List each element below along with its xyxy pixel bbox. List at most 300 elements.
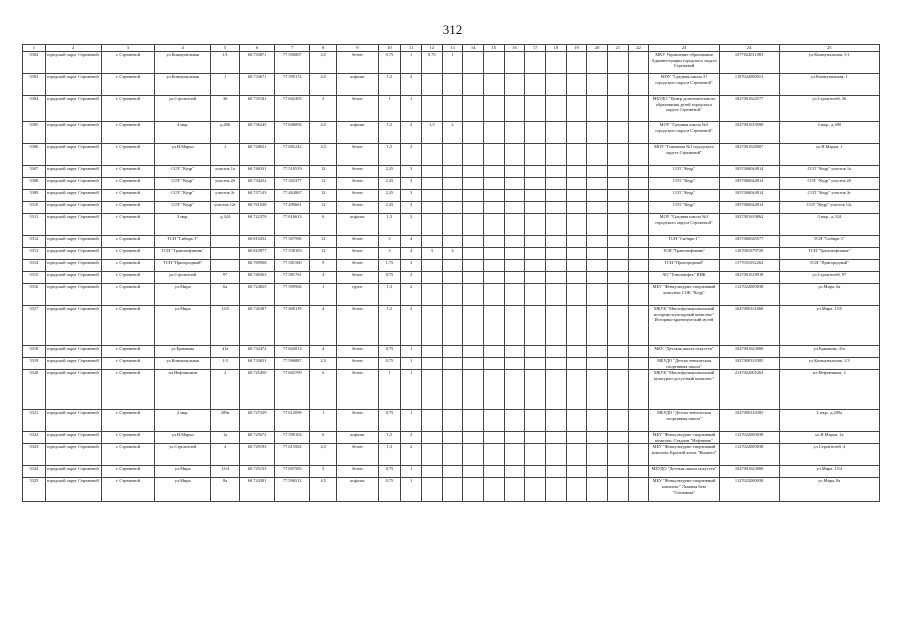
table-cell: ул.Строителей, 4: [779, 444, 879, 466]
table-cell: 1: [442, 52, 463, 74]
table-cell: [587, 190, 608, 202]
table-cell: бетон: [337, 144, 378, 166]
table-cell: ул.Строителей: [155, 272, 211, 284]
table-cell: [566, 96, 587, 122]
table-cell: 1,5: [378, 284, 401, 306]
table-cell: [566, 410, 587, 432]
table-cell: [463, 306, 484, 346]
table-cell: ТСН "Пригородный": [779, 260, 879, 272]
table-cell: [483, 432, 504, 444]
table-cell: 77.510519: [275, 166, 310, 178]
table-cell: городской округ Стрежевой: [45, 284, 101, 306]
table-cell: 77.616613: [275, 214, 310, 236]
table-cell: [587, 370, 608, 410]
table-cell: 4: [442, 248, 463, 260]
table-cell: [442, 178, 463, 190]
table-cell: 1027001619862: [719, 214, 779, 236]
table-cell: [545, 178, 566, 190]
table-cell: [442, 96, 463, 122]
table-cell: [628, 432, 649, 444]
table-cell: [545, 248, 566, 260]
table-row: [23, 478, 880, 502]
table-cell: 1027001620007: [719, 144, 779, 166]
table-cell: 1,5: [421, 122, 442, 144]
table-row: [23, 284, 880, 306]
table-cell: [525, 410, 546, 432]
table-cell: [628, 370, 649, 410]
table-cell: 77.602495: [275, 96, 310, 122]
table-cell: 2,25: [378, 178, 401, 190]
table-cell: ул.Мира, 6а: [779, 284, 879, 306]
table-cell: 1: [211, 74, 240, 96]
table-cell: 5310: [23, 202, 46, 214]
table-cell: 60.725450: [240, 370, 275, 410]
table-cell: 77.581761: [275, 272, 310, 284]
table-cell: 1,5: [378, 306, 401, 346]
table-cell: 2,25: [378, 166, 401, 178]
table-cell: [463, 96, 484, 122]
table-cell: [442, 444, 463, 466]
table-cell: асфальт: [337, 122, 378, 144]
table-cell: [608, 358, 629, 370]
table-cell: [525, 52, 546, 74]
table-cell: [442, 432, 463, 444]
table-cell: бетон: [337, 346, 378, 358]
table-cell: [421, 478, 442, 502]
table-cell: 77.602709: [275, 370, 310, 410]
table-cell: [628, 178, 649, 190]
table-cell: 1,5: [378, 74, 401, 96]
table-cell: городской округ Стрежевой: [45, 52, 101, 74]
table-cell: 5: [310, 466, 337, 478]
table-cell: 60.722379: [240, 214, 275, 236]
table-cell: 1,5: [378, 122, 401, 144]
table-cell: [566, 444, 587, 466]
table-cell: [628, 466, 649, 478]
table-cell: [545, 370, 566, 410]
table-cell: 60.733871: [240, 52, 275, 74]
table-cell: 3: [310, 96, 337, 122]
table-cell: [545, 74, 566, 96]
table-cell: 3: [401, 190, 422, 202]
table-cell: СОТ "Кедр" участок 12г: [779, 202, 879, 214]
table-row: [23, 236, 880, 248]
table-cell: 8а: [211, 478, 240, 502]
table-cell: городской округ Стрежевой: [45, 96, 101, 122]
table-cell: [545, 144, 566, 166]
table-cell: [628, 190, 649, 202]
table-cell: 60.724825: [240, 284, 275, 306]
table-cell: 5313: [23, 248, 46, 260]
table-row: [23, 444, 880, 466]
table-cell: [483, 284, 504, 306]
table-cell: г. Стрежевой: [101, 444, 155, 466]
table-row: [23, 202, 880, 214]
table-cell: бетон: [337, 272, 378, 284]
table-row: [23, 74, 880, 96]
table-cell: [442, 190, 463, 202]
table-cell: [628, 346, 649, 358]
table-cell: [608, 178, 629, 190]
table-cell: [442, 272, 463, 284]
table-cell: 2 мкр.: [155, 410, 211, 432]
table-cell: [608, 202, 629, 214]
table-cell: [463, 178, 484, 190]
table-row: [23, 432, 880, 444]
table-cell: [504, 272, 525, 284]
table-cell: СОТ "Кедр" участок 2б: [779, 178, 879, 190]
table-cell: г. Стрежевой: [101, 260, 155, 272]
table-cell: [483, 236, 504, 248]
table-cell: [566, 346, 587, 358]
table-cell: 1: [310, 410, 337, 432]
table-cell: [421, 284, 442, 306]
table-cell: [463, 272, 484, 284]
table-cell: МБУ "Физкультурно-спортивный комплекс" Лыжная база "Снежинка": [649, 478, 719, 502]
table-cell: г. Стрежевой: [101, 52, 155, 74]
table-cell: [608, 478, 629, 502]
table-cell: [628, 358, 649, 370]
table-cell: [525, 178, 546, 190]
table-cell: 1: [401, 466, 422, 478]
table-cell: [628, 236, 649, 248]
table-cell: 60.761038: [240, 202, 275, 214]
column-header: 16: [504, 45, 525, 52]
table-cell: 0,75: [378, 346, 401, 358]
table-cell: 5312: [23, 236, 46, 248]
table-cell: ул.Мира, 8а: [779, 478, 879, 502]
table-cell: [566, 272, 587, 284]
table-cell: [545, 122, 566, 144]
table-cell: [483, 444, 504, 466]
table-cell: 4,5: [310, 52, 337, 74]
table-cell: асфальт: [337, 214, 378, 236]
table-cell: 4 мкр., д.490: [779, 122, 879, 144]
table-cell: 2: [401, 122, 422, 144]
table-cell: 4: [310, 272, 337, 284]
table-cell: г. Стрежевой: [101, 178, 155, 190]
table-cell: ул.Ермакова: [155, 346, 211, 358]
table-cell: участок 3г: [211, 190, 240, 202]
table-cell: [628, 122, 649, 144]
table-cell: [463, 214, 484, 236]
table-cell: МКУ Управление образования Администрации городского округа Стрежевой: [649, 52, 719, 74]
table-cell: 6: [310, 214, 337, 236]
table-cell: [608, 248, 629, 260]
table-cell: МБУ "Детская школа искусств": [649, 346, 719, 358]
table-cell: [483, 202, 504, 214]
table-cell: [587, 272, 608, 284]
table-cell: [504, 432, 525, 444]
table-cell: д.490: [211, 122, 240, 144]
table-row: [23, 248, 880, 260]
table-cell: 1027001623000: [719, 466, 779, 478]
table-cell: 2 мкр., д.209а: [779, 410, 879, 432]
table-cell: [463, 432, 484, 444]
table-cell: [442, 478, 463, 502]
table-cell: [628, 260, 649, 272]
table-cell: [421, 74, 442, 96]
table-cell: [463, 74, 484, 96]
table-cell: [608, 284, 629, 306]
column-header: 3: [101, 45, 155, 52]
table-cell: [566, 214, 587, 236]
table-cell: [504, 444, 525, 466]
table-cell: [463, 444, 484, 466]
table-cell: [545, 236, 566, 248]
table-cell: 5307: [23, 166, 46, 178]
table-cell: [628, 166, 649, 178]
table-cell: 3: [401, 260, 422, 272]
table-cell: 1077022011083: [719, 52, 779, 74]
table-cell: [545, 284, 566, 306]
table-cell: ул.Мира: [155, 284, 211, 306]
table-cell: [442, 202, 463, 214]
table-cell: [483, 74, 504, 96]
table-cell: МБУДО "Детско-юношеская спортивная школа": [649, 410, 719, 432]
table-cell: [504, 74, 525, 96]
table-cell: 3: [401, 178, 422, 190]
table-cell: [442, 306, 463, 346]
table-row: [23, 52, 880, 74]
table-cell: ул.Коммунальная, 1: [779, 74, 879, 96]
table-cell: г. Стрежевой: [101, 346, 155, 358]
table-cell: 6: [310, 432, 337, 444]
table-cell: городской округ Стрежевой: [45, 122, 101, 144]
table-cell: [463, 466, 484, 478]
table-cell: [483, 52, 504, 74]
table-cell: 1: [401, 478, 422, 502]
table-cell: [587, 478, 608, 502]
table-cell: городской округ Стрежевой: [45, 74, 101, 96]
table-cell: [525, 306, 546, 346]
table-cell: 60.746563: [240, 272, 275, 284]
table-cell: МБУДО "Центр дополнительного образования детей городского округа Стрежевой": [649, 96, 719, 122]
table-cell: 2: [401, 74, 422, 96]
table-cell: СОТ "Кедр": [155, 202, 211, 214]
table-cell: [421, 306, 442, 346]
column-header: 6: [240, 45, 275, 52]
table-cell: [628, 248, 649, 260]
table-cell: бетон: [337, 190, 378, 202]
table-cell: г. Стрежевой: [101, 370, 155, 410]
table-cell: [421, 202, 442, 214]
table-cell: бетон: [337, 306, 378, 346]
table-cell: [463, 190, 484, 202]
table-cell: [483, 260, 504, 272]
table-cell: [608, 52, 629, 74]
table-cell: г. Стрежевой: [101, 96, 155, 122]
table-cell: 4: [310, 346, 337, 358]
table-cell: [566, 144, 587, 166]
table-cell: [504, 52, 525, 74]
table-cell: [628, 74, 649, 96]
table-cell: [566, 370, 587, 410]
table-cell: городской округ Стрежевой: [45, 272, 101, 284]
table-cell: 5315: [23, 272, 46, 284]
table-cell: участок 2б: [211, 178, 240, 190]
table-cell: [566, 478, 587, 502]
column-header: 17: [525, 45, 546, 52]
table-cell: [628, 202, 649, 214]
table-cell: 13/4: [211, 466, 240, 478]
table-cell: СОТ "Кедр": [649, 166, 719, 178]
table-cell: [442, 74, 463, 96]
table-cell: 77.607583: [275, 466, 310, 478]
table-cell: городской округ Стрежевой: [45, 178, 101, 190]
table-cell: 1107022000013: [719, 74, 779, 96]
table-cell: МБУ "Физкультурно-спортивный комплекс Стадион "Нефтяник": [649, 432, 719, 444]
table-cell: [525, 358, 546, 370]
table-cell: [545, 52, 566, 74]
table-cell: [442, 410, 463, 432]
table-cell: городской округ Стрежевой: [45, 214, 101, 236]
table-cell: [463, 478, 484, 502]
table-cell: [504, 144, 525, 166]
table-cell: асфальт: [337, 432, 378, 444]
table-row: [23, 466, 880, 478]
table-cell: [504, 214, 525, 236]
table-cell: [566, 358, 587, 370]
table-cell: [566, 432, 587, 444]
table-cell: 77.612099: [275, 410, 310, 432]
table-cell: бетон: [337, 202, 378, 214]
table-cell: [504, 178, 525, 190]
table-row: [23, 358, 880, 370]
table-cell: ул.Коммунальная: [155, 358, 211, 370]
table-cell: ул.Строителей, 97: [779, 272, 879, 284]
table-cell: [628, 284, 649, 306]
table-cell: 12: [310, 248, 337, 260]
table-cell: 5316: [23, 284, 46, 306]
table-cell: ТСН "Сибирь-1": [779, 236, 879, 248]
table-cell: [483, 346, 504, 358]
table-cell: 60.725672: [240, 432, 275, 444]
table-cell: 5325: [23, 478, 46, 502]
table-cell: [483, 122, 504, 144]
table-cell: ТСН "Пригородный": [155, 260, 211, 272]
table-cell: [442, 236, 463, 248]
table-cell: [463, 346, 484, 358]
table-cell: 5321: [23, 410, 46, 432]
table-cell: 2: [401, 306, 422, 346]
table-cell: 1027000310385: [719, 358, 779, 370]
table-cell: городской округ Стрежевой: [45, 346, 101, 358]
table-cell: 1: [378, 370, 401, 410]
table-cell: 77.601242: [275, 144, 310, 166]
table-cell: 5320: [23, 370, 46, 410]
table-cell: д.324: [211, 214, 240, 236]
table-cell: [545, 432, 566, 444]
table-cell: 77.499601: [275, 202, 310, 214]
table-row: [23, 166, 880, 178]
table-cell: г. Стрежевой: [101, 144, 155, 166]
table-cell: 2: [401, 284, 422, 306]
table-cell: городской округ Стрежевой: [45, 144, 101, 166]
table-cell: г. Стрежевой: [101, 236, 155, 248]
table-cell: 2: [442, 122, 463, 144]
table-cell: 2,25: [378, 190, 401, 202]
table-cell: 60.810252: [240, 236, 275, 248]
table-cell: [504, 166, 525, 178]
table-cell: 4,5: [310, 444, 337, 466]
table-cell: [628, 96, 649, 122]
table-cell: 3: [401, 166, 422, 178]
table-cell: [587, 358, 608, 370]
table-cell: 3 мкр., д.324: [779, 214, 879, 236]
table-cell: 60.729193: [240, 444, 275, 466]
table-cell: 4 мкр.: [155, 122, 211, 144]
table-cell: МОУ "Гимназия №1 городского округа Стрежевой": [649, 144, 719, 166]
table-cell: 5308: [23, 178, 46, 190]
table-cell: [463, 236, 484, 248]
table-cell: [608, 272, 629, 284]
table-cell: СОТ "Кедр": [155, 190, 211, 202]
table-cell: [545, 358, 566, 370]
table-cell: ул.Мира, 13/4: [779, 466, 879, 478]
table-cell: [483, 96, 504, 122]
table-cell: г. Стрежевой: [101, 248, 155, 260]
table-cell: городской округ Стрежевой: [45, 236, 101, 248]
table-cell: [463, 260, 484, 272]
table-row: [23, 144, 880, 166]
table-cell: [504, 466, 525, 478]
table-cell: 1: [310, 284, 337, 306]
table-cell: [608, 96, 629, 122]
table-cell: 1: [401, 52, 422, 74]
table-cell: городской округ Стрежевой: [45, 478, 101, 502]
table-cell: [483, 306, 504, 346]
column-header: 13: [442, 45, 463, 52]
table-cell: г. Стрежевой: [101, 202, 155, 214]
table-cell: 1,5: [378, 144, 401, 166]
table-cell: ул.Коммунальная, 1/1: [779, 52, 879, 74]
table-cell: ул.Строителей, 36: [779, 96, 879, 122]
table-cell: 77.602813: [275, 346, 310, 358]
table-cell: городской округ Стрежевой: [45, 248, 101, 260]
table-cell: [504, 260, 525, 272]
table-row: [23, 370, 880, 410]
table-cell: 2: [401, 214, 422, 236]
table-cell: [608, 410, 629, 432]
table-cell: [608, 260, 629, 272]
table-cell: [463, 122, 484, 144]
table-cell: городской округ Стрежевой: [45, 358, 101, 370]
column-header: 25: [779, 45, 879, 52]
table-cell: ул.Мира, 13/5: [779, 306, 879, 346]
table-cell: городской округ Стрежевой: [45, 306, 101, 346]
table-cell: 5322: [23, 432, 46, 444]
table-cell: 5306: [23, 144, 46, 166]
table-cell: [587, 122, 608, 144]
table-cell: 60.727529: [240, 410, 275, 432]
register-table-body: [23, 45, 880, 502]
table-cell: 77.558103: [275, 248, 310, 260]
table-cell: г. Стрежевой: [101, 122, 155, 144]
table-cell: 3: [401, 202, 422, 214]
table-cell: [608, 466, 629, 478]
table-cell: ул.Ермакова, 41а: [779, 346, 879, 358]
table-cell: 77.606094: [275, 122, 310, 144]
table-cell: городской округ Стрежевой: [45, 202, 101, 214]
table-cell: [545, 166, 566, 178]
table-cell: [587, 236, 608, 248]
table-cell: грунт: [337, 284, 378, 306]
table-cell: [442, 144, 463, 166]
table-cell: [587, 96, 608, 122]
table-cell: [608, 74, 629, 96]
table-cell: 2: [401, 272, 422, 284]
